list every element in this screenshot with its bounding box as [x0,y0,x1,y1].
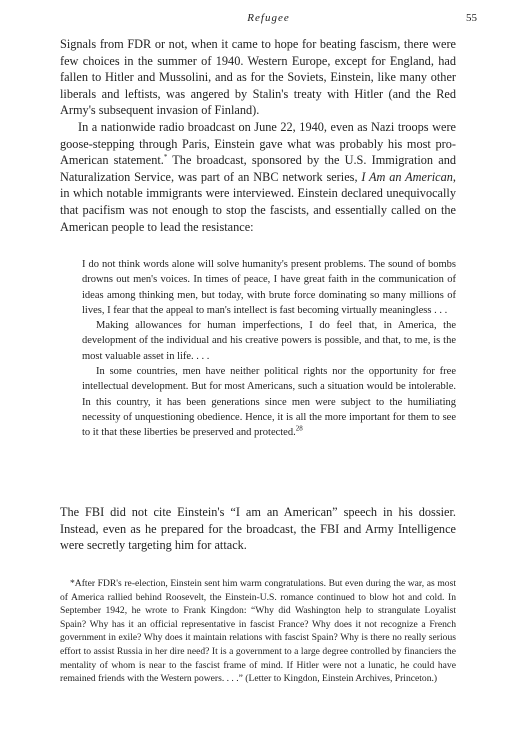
block-quote [82,257,456,441]
paragraph-2 [60,119,456,235]
closing-text [60,504,456,554]
paragraph-1: Signals from FDR or not, when it came to hope for beating fascism, there were few choices in the summer of 1940. Western Europe, except for England, had fallen to Hitler and Mussolini, and as for the Soviets, Einstein, like many other liberals and leftists, was angered by Stalin's treaty with Hitler (and the Red Army's subsequent invasion of Finland). [60,37,456,118]
running-title: Refugee [247,12,290,24]
quote-paragraph-2: Making allowances for human imperfections, I do feel that, in America, the development of the individual and his creative powers is possible, and that, to me, is the most valuable asset in life. . . . [82,320,456,362]
paragraph-2-start: In a nationwide radio broadcast on June 22, 1940, even as Nazi troops were goose-stepping through Paris, Einstein gave what was probably his most pro-American statement. [60,119,456,168]
paragraph-2-end: , in which notable immigrants were interviewed. Einstein declared unequivocally that pacifism was not enough to stop the fascists, and essentially called on the American people to lead the resistance: [60,169,456,234]
footnote [60,577,456,686]
page-number: 55 [466,12,477,24]
page-header [60,12,477,28]
quote-paragraph-3-text: In some countries, men have neither political rights nor the opportunity for free intellectual development. But for most Americans, such a situation would be intolerable. In this country, it has been generations since men were subject to the humiliating necessity of unquestioning obedience. Hence, it is all the more important for them to see to it that these liberties be preserved and protected. [82,366,456,439]
footnote-text: *After FDR's re-election, Einstein sent him warm congratulations. But even during the war, as most of America rallied behind Roosevelt, the Einstein-U.S. romance continued to blow hot and cold. In September 1942, he wrote to Frank Kingdon: “Why did Washington help to strangulate Loyalist Spain? Why has it an official representative in fascist France? Why does it not recognize a French government in exile? Why does it maintain relations with fascist Spain? Why is there no really serious effort to assist Russia in her dire need? It is a government to a large degree controlled by financiers the mentality of whom is near to the fascist frame of mind. If Hitler were not a lunatic, he could have remained friends with the Western powers. . . .” (Letter to Kingdon, Einstein Archives, Princeton.) [60,578,456,685]
endnote-marker: 28 [295,424,303,433]
paragraph-3: The FBI did not cite Einstein's “I am an American” speech in his dossier. Instead, even as he prepared for the broadcast, the FBI and Army Intelligence were secretly targeting him for attack. [60,505,456,553]
paragraph-2-middle: The broadcast, sponsored by the U.S. Immigration and Naturalization Service, was part of an NBC network series, [60,153,456,184]
series-title: I Am an American [361,169,453,184]
main-text [60,36,456,235]
quote-paragraph-1: I do not think words alone will solve humanity's present problems. The sound of bombs drowns out men's voices. In times of peace, I have great faith in the communication of ideas among thinking men, but today, with brute force dominating so many millions of lives, I fear that the appeal to man's intellect is fast becoming virtually meaningless . . . [82,259,456,316]
quote-paragraph-3 [82,364,456,440]
footnote-marker: * [163,153,168,162]
